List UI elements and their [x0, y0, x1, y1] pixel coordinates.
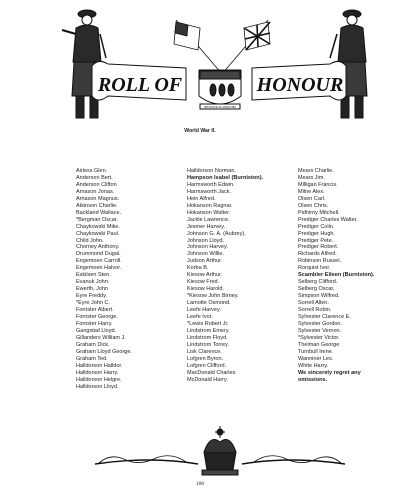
name-entry: Lamotte Osmond. — [187, 300, 231, 307]
name-entry: We sincerely regret any omissions. — [298, 369, 361, 383]
name-entry: Mears Jim. — [298, 174, 325, 181]
name-entry: Johnson Willie. — [187, 251, 224, 258]
name-entry: Hokanson Ragnar. — [187, 202, 233, 209]
name-entry: *Bergman Oscar. — [76, 216, 118, 223]
crown-ornament-icon — [95, 426, 345, 475]
name-entry: Lofgren Clifford. — [187, 362, 227, 369]
name-entry: Korba B. — [187, 265, 209, 272]
name-entry: Graham Lloyd George. — [76, 348, 132, 355]
name-entry: Halldorson Lloyd. — [76, 383, 119, 390]
name-entry: Gillanders William J. — [76, 334, 126, 341]
name-entry: Robinson Russel. — [298, 258, 342, 265]
name-entry: Prediger Colin. — [298, 223, 335, 230]
names-column-3 — [298, 168, 376, 384]
crossed-flags-icon — [174, 20, 270, 74]
name-entry: Pidhirny Mitchell. — [298, 209, 340, 216]
name-entry: Sorrell Allen. — [298, 300, 329, 307]
name-entry: Atkinson Charlie. — [76, 202, 118, 209]
name-entry: Forrister George. — [76, 314, 118, 321]
name-entry: Selberg Clifford. — [298, 279, 338, 286]
page-header — [0, 0, 400, 126]
name-entry: Chorney Anthony. — [76, 244, 120, 251]
name-entry: McDonald Harry. — [187, 376, 228, 383]
name-entry: Halldorson Halldor. — [76, 362, 123, 369]
name-entry: Scambler Eileen (Burniston). — [298, 272, 375, 279]
name-entry: Lisk Clarence. — [187, 348, 222, 355]
name-entry: Jackle Lawrence. — [187, 216, 230, 223]
name-entry: Backland Wallace. — [76, 209, 122, 216]
name-entry: Lindstrom Torrey. — [187, 341, 229, 348]
name-entry: Airless Glen. — [76, 168, 108, 174]
name-entry: Johnson Lloyd. — [187, 237, 224, 244]
name-entry: Halldorson Norman. — [187, 168, 236, 174]
name-entry: Gangstad Lloyd. — [76, 327, 117, 334]
name-entry: Chaykowski Paul. — [76, 230, 120, 237]
name-entry: Hokanson Walter. — [187, 209, 231, 216]
name-entry: Milligan Francis. — [298, 181, 338, 188]
page-number: 106 — [195, 481, 205, 487]
name-entry: *Eyre John C. — [76, 300, 110, 307]
name-entry: Sylvester Vernon. — [298, 327, 342, 334]
name-entry: *Lewis Robert Jr. — [187, 320, 229, 327]
name-entry: Arnason Jonas. — [76, 188, 115, 195]
name-entry: Child John. — [76, 237, 104, 244]
name-entry: *Kiesow John Birney. — [187, 293, 239, 300]
name-entry: Ewerth, John — [76, 286, 109, 293]
name-entry: Thelman George — [298, 341, 340, 348]
crest-icon — [199, 70, 241, 109]
name-entry: Rorquist Ivor. — [298, 265, 331, 272]
name-entry: Halldorson Helgre. — [76, 376, 122, 383]
name-entry: Lindstrom Emery. — [187, 327, 230, 334]
name-entry: Prediger Robert. — [298, 244, 339, 251]
names-column-2 — [187, 168, 290, 384]
name-entry: Prediger Charles Walter. — [298, 216, 358, 223]
header-illustration — [0, 0, 400, 126]
banner-right-text: HONOUR — [256, 74, 344, 96]
name-entry: Kiesow Arthur. — [187, 272, 223, 279]
name-entry: Johnson Harvey. — [187, 244, 228, 251]
name-entry: Johnson G. A. (Aubrey). — [187, 230, 246, 237]
name-entry: Engemoen Halvor. — [76, 265, 122, 272]
name-entry: Hampson Isabel (Burniston). — [187, 174, 264, 181]
name-entry: Leefe Ivor. — [187, 314, 213, 321]
name-entry: Lofgren Byron. — [187, 355, 224, 362]
name-entry: Engemoen Carroll. — [76, 258, 122, 265]
crest-motto: PROVINCE OF MANITOBA — [203, 106, 237, 109]
name-entry: Sylvester Gordon. — [298, 320, 343, 327]
name-entry: Sylvester Clarence E. — [298, 314, 351, 321]
name-entry: Wanniner Les. — [298, 355, 334, 362]
name-entry: Selberg Oscar. — [298, 286, 335, 293]
name-entry: Drummond Dugal. — [76, 251, 121, 258]
page-subtitle: World War II. — [184, 128, 216, 134]
name-entry: Anderson Clifton — [76, 181, 117, 188]
name-entry: Leefe Harvey. — [187, 307, 221, 314]
name-entry: Turnbull Irene. — [298, 348, 334, 355]
names-column-1 — [76, 168, 176, 391]
name-entry: Forrister Harry. — [76, 320, 113, 327]
name-entry: Richards Alfred. — [298, 251, 337, 258]
name-entry: Prediger Hugh. — [298, 230, 335, 237]
name-entry: Mears Charlie. — [298, 168, 334, 174]
name-entry: Anderson Bert. — [76, 174, 113, 181]
name-entry: Eyre Freddy. — [76, 293, 108, 300]
name-entry: Kiesow Fred. — [187, 279, 220, 286]
name-entry: Olsen Chris. — [298, 202, 329, 209]
name-entry: Harmsworth Edwin. — [187, 181, 235, 188]
name-entry: Prediger Pete. — [298, 237, 334, 244]
name-entry: Eskilsen Sten. — [76, 272, 111, 279]
name-entry: Jesmer Harvey. — [187, 223, 226, 230]
name-entry: Judson Arthur. — [187, 258, 223, 265]
name-entry: Evanuk John. — [76, 279, 110, 286]
name-entry: Halldorson Harry. — [76, 369, 119, 376]
name-entry: Simpson Wilfred. — [298, 293, 340, 300]
name-entry: Harmsworth Jack. — [187, 188, 232, 195]
name-entry: Chaykowski Mike. — [76, 223, 121, 230]
name-entry: MacDonald Charles. — [187, 369, 237, 376]
name-entry: Lindstrom Floyd. — [187, 334, 228, 341]
name-entry: Graham Dick. — [76, 341, 110, 348]
name-entry: Forrister Albert. — [76, 307, 114, 314]
name-entry: Olsen Carl. — [298, 195, 326, 202]
name-entry: Sorrell Robin. — [298, 307, 332, 314]
banner-left-text: ROLL OF — [97, 74, 183, 96]
name-entry: Hein Alfred. — [187, 195, 216, 202]
name-entry: Milne Alex. — [298, 188, 325, 195]
name-entry: Graham Ted. — [76, 355, 108, 362]
name-entry: White Harry. — [298, 362, 329, 369]
name-entry: *Sylvester Victor. — [298, 334, 340, 341]
name-entry: Arnason Magnus. — [76, 195, 120, 202]
name-entry: Kiesow Harold. — [187, 286, 224, 293]
